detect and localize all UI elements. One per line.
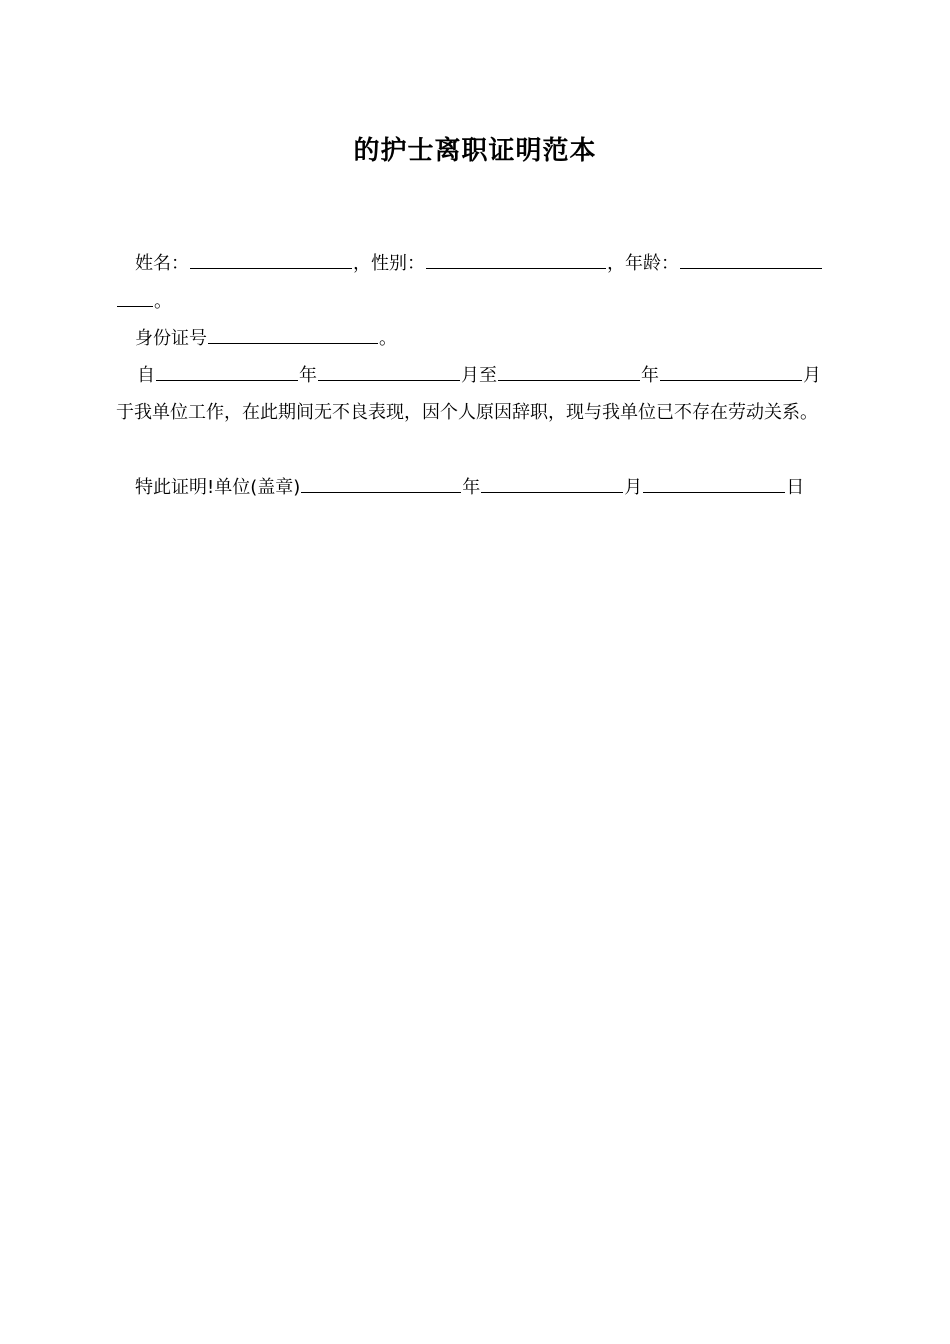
id-blank <box>208 325 378 344</box>
document-title: 的护士离职证明范本 <box>353 136 597 166</box>
line2-end: 。 <box>379 328 397 349</box>
start-year-blank <box>156 362 298 381</box>
from-label: 自 <box>137 365 155 386</box>
age-label: ，年龄： <box>607 253 679 274</box>
year1-label: 年 <box>299 365 317 386</box>
stamp-day-blank <box>643 474 785 493</box>
certification-text: 特此证明!单位(盖章) <box>135 477 301 498</box>
age-blank-continued <box>117 288 153 307</box>
stamp-year-blank <box>301 474 461 493</box>
name-blank <box>190 250 352 269</box>
year-label: 年 <box>462 477 481 498</box>
month-label: 月 <box>803 365 821 386</box>
month-label-2: 月 <box>624 477 643 498</box>
stamp-month-blank <box>481 474 623 493</box>
start-month-blank <box>318 362 460 381</box>
end-year-blank <box>498 362 640 381</box>
personal-info-line <box>135 250 823 277</box>
year2-label: 年 <box>641 365 659 386</box>
gender-blank <box>426 250 606 269</box>
employment-statement: 于我单位工作，在此期间无不良表现，因个人原因辞职，现与我单位已不存在劳动关系。 <box>116 402 818 423</box>
end-month-blank <box>660 362 802 381</box>
personal-info-line-continued <box>116 288 172 315</box>
name-label: 姓名： <box>135 253 189 274</box>
id-number-line <box>135 325 397 352</box>
id-label: 身份证号 <box>135 328 207 349</box>
day-label: 日 <box>786 477 805 498</box>
line1-end: 。 <box>154 291 172 312</box>
month-to-label: 月至 <box>461 365 497 386</box>
gender-label: ，性别： <box>353 253 425 274</box>
employment-period-line <box>137 362 821 389</box>
age-blank <box>680 250 822 269</box>
certification-line <box>135 474 804 501</box>
